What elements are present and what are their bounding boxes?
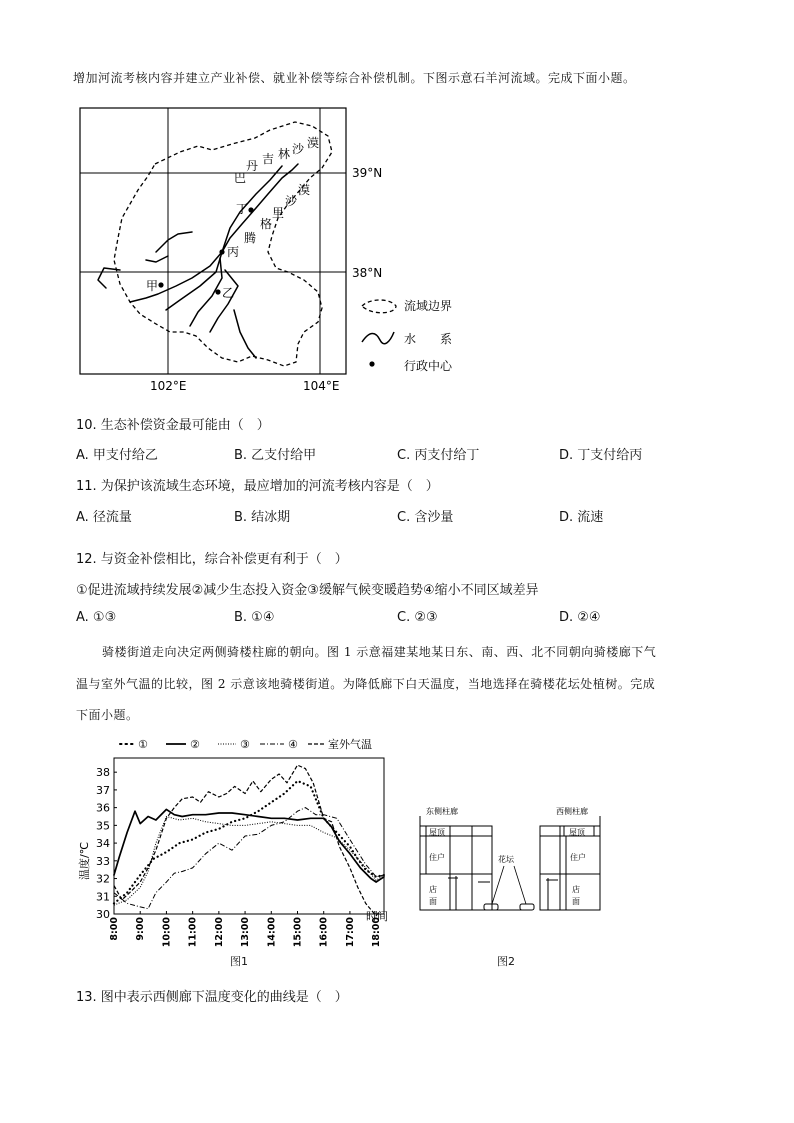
legend-label-4: ④ [288, 738, 298, 751]
y-tick-label: 31 [96, 890, 110, 904]
fig2-caption: 图2 [497, 955, 515, 968]
river-west-tributary [156, 232, 192, 252]
desert1-char-2: 吉 [262, 152, 275, 166]
label-bing: 丙 [227, 245, 240, 259]
flower-bed-left [484, 904, 498, 910]
desert1-char-0: 巴 [234, 171, 247, 185]
desert1-char-5: 漠 [307, 136, 320, 150]
west-arcade-label: 西侧柱廊 [556, 807, 588, 816]
x-tick-label: 15:00 [292, 917, 304, 948]
q12-statements: ①促进流域持续发展②减少生态投入资金③缓解气候变暖趋势④缩小不同区域差异 [76, 583, 539, 598]
river-south-branch-2 [210, 270, 238, 332]
basin-boundary [114, 122, 332, 366]
desert1-char-1: 丹 [246, 159, 259, 173]
legend-center-label: 行政中心 [404, 359, 453, 373]
label-jia: 甲 [146, 279, 159, 293]
q10-option-b[interactable]: B. 乙支付给甲 [234, 448, 317, 463]
flower-bed-label: 花坛 [498, 855, 514, 864]
q11-option-c[interactable]: C. 含沙量 [397, 510, 454, 525]
east-shop-top: 店 [429, 885, 437, 894]
temperature-chart [74, 732, 414, 962]
y-tick-label: 34 [96, 837, 110, 851]
q10-stem: 10. 生态补偿资金最可能由（ ） [76, 418, 270, 433]
q11-option-b[interactable]: B. 结冰期 [234, 510, 291, 525]
label-ding: 丁 [236, 202, 249, 216]
shiyang-river-map [60, 100, 480, 400]
desert1-char-4: 沙 [292, 142, 305, 156]
y-tick-label: 32 [96, 872, 110, 886]
chart-legend [120, 737, 372, 751]
q13-stem: 13. 图中表示西侧廊下温度变化的曲线是（ ） [76, 990, 348, 1005]
desert2-char-1: 格 [260, 217, 273, 231]
series-line-3 [114, 817, 384, 906]
desert2-char-4: 漠 [298, 183, 311, 197]
flower-bed-right [520, 904, 534, 910]
q12-option-d[interactable]: D. ②④ [559, 610, 601, 625]
x-tick-label: 8:00 [109, 917, 120, 941]
legend-label-1: ① [138, 738, 148, 751]
y-tick-label: 38 [96, 766, 110, 780]
fig1-caption: 图1 [230, 955, 248, 968]
q11-stem: 11. 为保护该流域生态环境，最应增加的河流考核内容是（ ） [76, 479, 439, 494]
q12-option-b[interactable]: B. ①④ [234, 610, 275, 625]
river-south-branch-3 [234, 310, 256, 358]
west-shop-top: 店 [572, 885, 580, 894]
x-tick-label: 16:00 [318, 917, 330, 948]
lon-label-102: 102°E [150, 379, 187, 393]
center-jia [158, 282, 163, 287]
river-west-small [146, 256, 168, 262]
river-west-branch [130, 252, 222, 302]
west-shop-bottom: 面 [572, 897, 580, 906]
legend-center-symbol [369, 361, 374, 366]
x-axis-label: 时间 [366, 910, 388, 923]
series-line-2 [114, 809, 384, 882]
center-yi [215, 289, 220, 294]
y-axis-label: 温度/℃ [78, 841, 91, 880]
q12-option-a[interactable]: A. ①③ [76, 610, 117, 625]
q11-option-d[interactable]: D. 流速 [559, 510, 604, 525]
q12-option-c[interactable]: C. ②③ [397, 610, 438, 625]
x-tick-label: 13:00 [240, 917, 252, 948]
plot-frame [114, 758, 384, 914]
west-roof-label: 屋顶 [569, 828, 585, 837]
lat-label-38: 38°N [352, 266, 383, 280]
y-tick-label: 37 [96, 783, 110, 797]
legend-boundary-label: 流域边界 [404, 299, 453, 313]
q11-option-a[interactable]: A. 径流量 [76, 510, 132, 525]
legend-label-3: ③ [240, 738, 250, 751]
intro-text: 增加河流考核内容并建立产业补偿、就业补偿等综合补偿机制。下图示意石羊河流域。完成下面小题。 [73, 71, 636, 85]
x-tick-label: 10:00 [161, 917, 173, 948]
passage2-line-2: 温与室外气温的比较，图 2 示意该地骑楼街道。为降低廊下白天温度，当地选择在骑楼花坛处植树。完成 [76, 677, 656, 691]
q10-option-d[interactable]: D. 丁支付给丙 [559, 448, 643, 463]
lat-label-39: 39°N [352, 166, 383, 180]
x-tick-label: 14:00 [266, 917, 278, 948]
passage2-line-1: 骑楼街道走向决定两侧骑楼柱廊的朝向。图 1 示意福建某地某日东、南、西、北不同朝向骑楼廊下气 [102, 645, 657, 659]
desert2-char-0: 腾 [244, 231, 257, 245]
legend-label-2: ② [190, 738, 200, 751]
center-ding [248, 207, 253, 212]
q10-option-a[interactable]: A. 甲支付给乙 [76, 448, 158, 463]
flower-arrow-right [514, 866, 526, 904]
river-system [98, 164, 298, 358]
legend-boundary-symbol [362, 300, 396, 313]
q12-stem: 12. 与资金补偿相比，综合补偿更有利于（ ） [76, 552, 348, 567]
west-building-outline [540, 826, 600, 910]
flower-arrow-left [492, 866, 504, 904]
west-home-label: 住户 [570, 853, 586, 862]
series-line-1 [114, 781, 384, 903]
desert2-char-3: 沙 [285, 194, 298, 208]
q10-option-c[interactable]: C. 丙支付给丁 [397, 448, 480, 463]
legend-label-5: 室外气温 [328, 738, 372, 751]
x-tick-label: 11:00 [187, 917, 199, 948]
y-tick-label: 35 [96, 819, 110, 833]
east-roof-label: 屋顶 [429, 828, 445, 837]
x-tick-label: 9:00 [135, 917, 147, 941]
x-tick-label: 17:00 [344, 917, 356, 948]
lon-label-104: 104°E [303, 379, 340, 393]
y-tick-label: 36 [96, 801, 110, 815]
desert2-char-2: 里 [272, 206, 285, 220]
east-home-label: 住户 [429, 853, 445, 862]
label-yi: 乙 [222, 286, 235, 300]
y-tick-label: 30 [96, 908, 110, 921]
y-tick-label: 33 [96, 854, 110, 868]
center-bing [219, 249, 224, 254]
east-shop-bottom: 面 [429, 897, 437, 906]
x-tick-label: 18:00 [371, 917, 383, 948]
legend-river-label: 水 系 [404, 332, 453, 346]
east-arcade-label: 东侧柱廊 [426, 807, 458, 816]
x-tick-label: 12:00 [213, 917, 225, 948]
passage2-line-3: 下面小题。 [76, 708, 139, 722]
arcade-street-diagram [412, 800, 612, 920]
legend-river-symbol [362, 332, 394, 344]
desert1-char-3: 林 [278, 147, 291, 161]
